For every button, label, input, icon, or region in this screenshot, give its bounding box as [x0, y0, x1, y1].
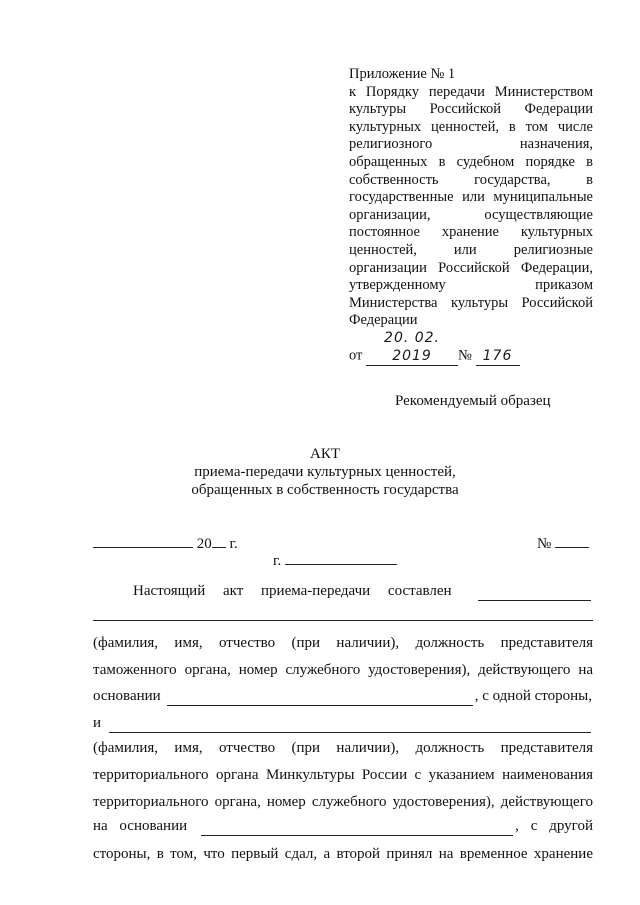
number-sign: № — [458, 347, 472, 364]
handwritten-date: 20. 02. 2019 — [384, 329, 441, 364]
order-date — [366, 330, 458, 366]
appendix-line: ценностей, или религиозные — [349, 241, 593, 258]
intro-row — [93, 581, 593, 601]
act-number-sign: № — [537, 536, 552, 552]
appendix-line: утвержденному приказом — [349, 277, 593, 294]
basis-2-prefix: на основании — [93, 818, 188, 834]
hint-line: (фамилия, имя, отчество (при наличии), должность представителя — [93, 740, 593, 756]
basis-2-blank — [201, 821, 513, 836]
order-date-line — [349, 329, 593, 364]
act-title-block — [160, 445, 490, 499]
appendix-block — [349, 66, 593, 364]
basis-1-blank — [167, 691, 473, 706]
intro-blank — [478, 586, 591, 601]
and-word: и — [93, 715, 102, 731]
hint-line: таможенного органа, номер служебного удостоверения), действующего на — [93, 662, 593, 678]
basis-1 — [93, 686, 593, 706]
city-prefix: г. — [273, 553, 282, 569]
hint-line: (фамилия, имя, отчество (при наличии), должность представителя — [93, 635, 593, 651]
intro-text: Настоящий акт приема-передачи составлен — [133, 583, 452, 599]
act-city-row — [273, 550, 397, 570]
ministry-hint — [93, 738, 593, 812]
basis-1-prefix: основании — [93, 688, 161, 704]
appendix-line: государственные или муниципальные — [349, 189, 593, 206]
final-line-block — [93, 844, 593, 864]
basis-2-suffix: , с другой — [515, 818, 593, 834]
act-date-row — [93, 533, 238, 553]
act-subtitle-1: приема-передачи культурных ценностей, — [194, 464, 456, 480]
date-blank — [93, 533, 193, 548]
appendix-line: культурных ценностей, в том числе — [349, 118, 593, 135]
basis-2 — [93, 816, 593, 836]
hint-line: территориального органа Минкультуры России с указанием наименования — [93, 767, 593, 783]
intro-rule — [93, 619, 593, 621]
appendix-line: Федерации — [349, 312, 418, 329]
second-party-row — [93, 713, 593, 733]
act-number-row — [537, 533, 589, 553]
city-blank — [285, 550, 397, 565]
order-number — [476, 348, 520, 367]
and-row — [93, 713, 593, 733]
act-title: АКТ — [310, 446, 340, 462]
year-prefix: 20 — [196, 536, 212, 552]
act-subtitle-2: обращенных в собственность государства — [191, 482, 459, 498]
customs-hint — [93, 633, 593, 680]
handwritten-number: 176 — [482, 347, 513, 364]
final-line: стороны, в том, что первый сдал, а второй принял на временное хранение — [93, 846, 593, 862]
basis-1-suffix: , с одной стороны, — [474, 688, 592, 704]
act-body — [93, 581, 593, 621]
appendix-line: религиозного назначения, — [349, 136, 593, 153]
appendix-line: организации, осуществляющие — [349, 206, 593, 223]
hint-line: территориального органа, номер служебного удостоверения), действующего — [93, 794, 593, 810]
recommended-sample-label: Рекомендуемый образец — [395, 393, 551, 409]
basis-row-2 — [93, 816, 593, 836]
act-number-blank — [555, 533, 589, 548]
appendix-title: Приложение № 1 — [349, 66, 456, 82]
appendix-line: обращенных в судебном порядке в — [349, 153, 593, 170]
second-party-blank — [109, 718, 591, 733]
date-prefix: от — [349, 347, 363, 364]
appendix-line: постоянное хранение культурных — [349, 224, 593, 241]
basis-row-1 — [93, 686, 593, 706]
appendix-line: культуры Российской Федерации — [349, 101, 593, 118]
appendix-line: Министерства культуры Российской — [349, 294, 593, 311]
appendix-line: к Порядку передачи Министерством — [349, 83, 593, 100]
year-blank — [212, 533, 226, 548]
year-suffix: г. — [229, 536, 238, 552]
appendix-line: организации Российской Федерации, — [349, 259, 593, 276]
appendix-line: собственность государства, в — [349, 171, 593, 188]
